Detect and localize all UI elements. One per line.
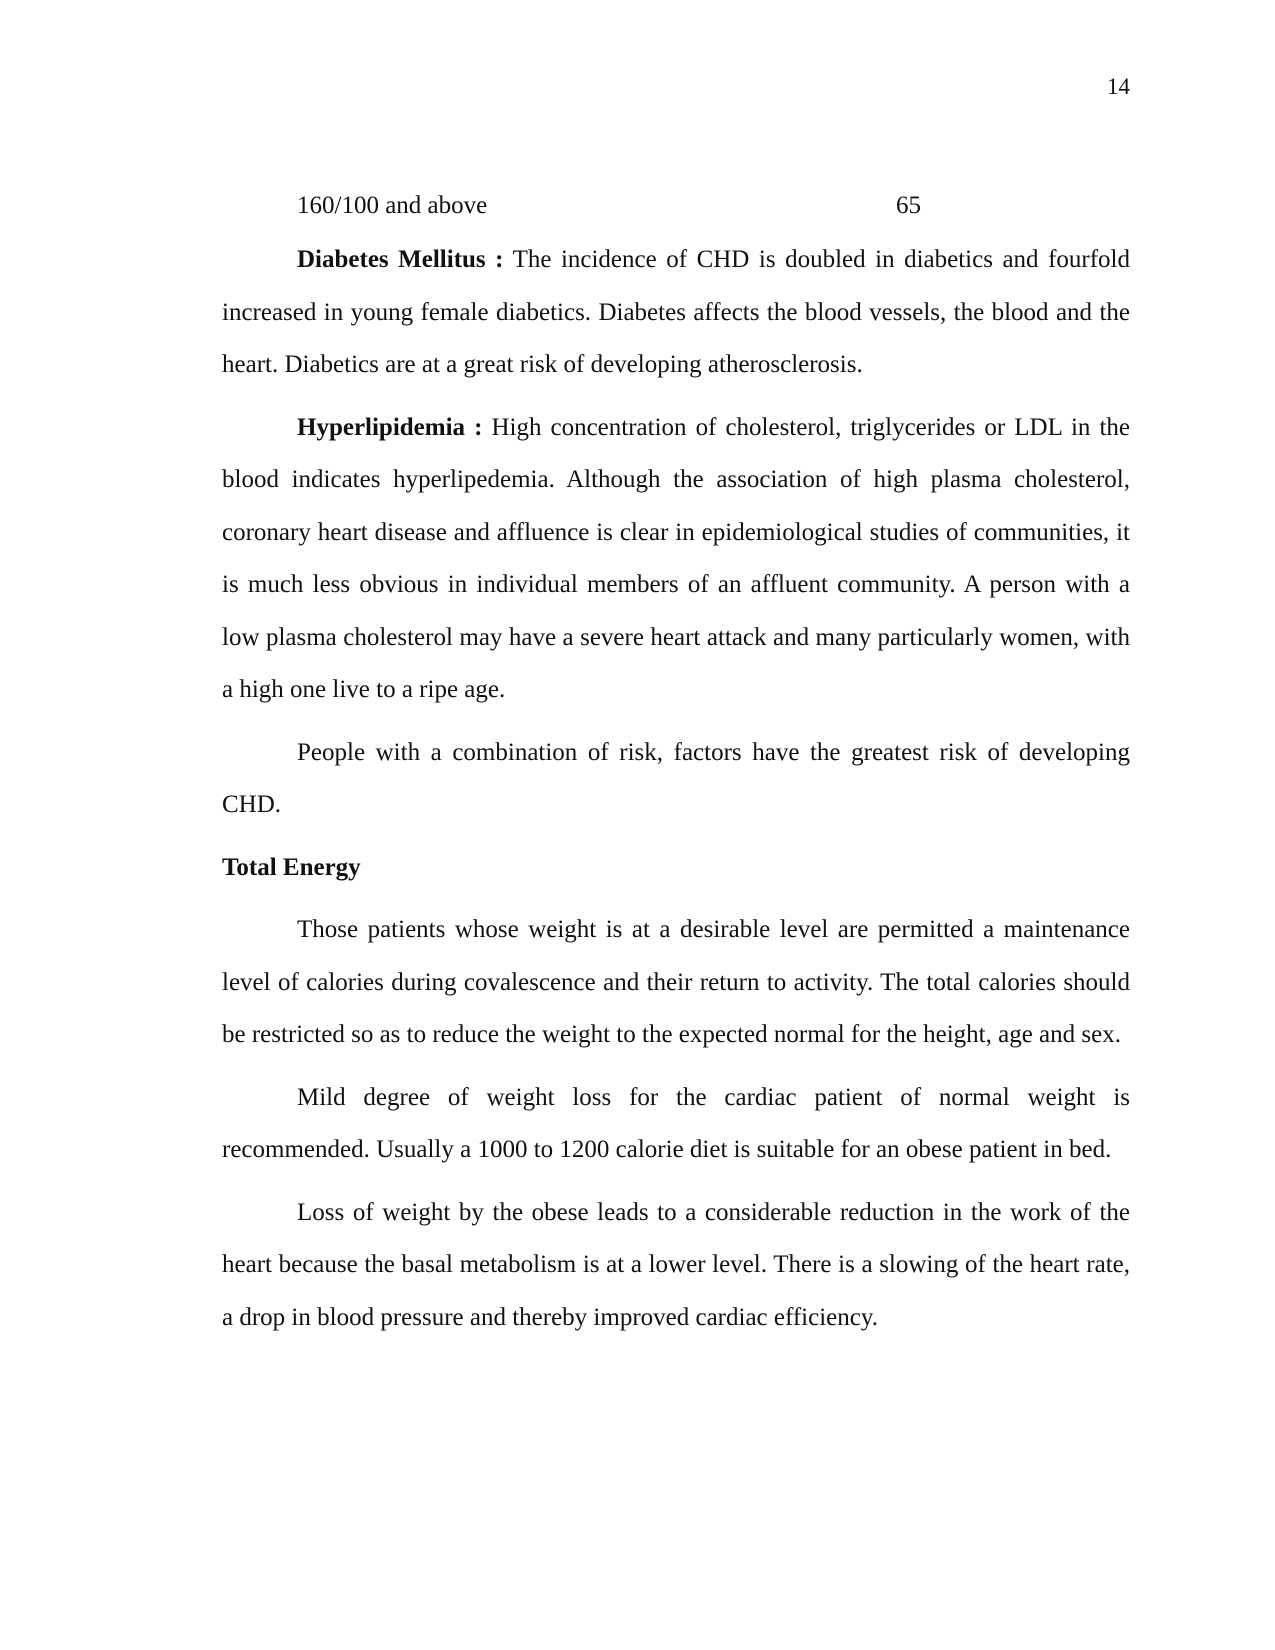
paragraph-combination: People with a combination of risk, factors have the greatest risk of developing CHD. (222, 738, 1130, 818)
bp-range-cell: 160/100 and above (297, 192, 488, 219)
bp-table-row (222, 180, 1130, 234)
diabetes-lead: Diabetes Mellitus : (297, 246, 504, 273)
paragraph-hyperlipidemia (222, 402, 1130, 717)
diabetes-text: The incidence of CHD is doubled in diabetics and fourfold increased in young female diabetics. Diabetes affects the blood vessels, the blood and the heart. Diabetics are at a great risk of developing atherosclerosis. (222, 246, 1130, 378)
page-number: 14 (1107, 74, 1130, 99)
bp-value-cell: 65 (896, 192, 921, 219)
hyperlipidemia-lead: Hyperlipidemia : (297, 413, 483, 441)
document-body (222, 180, 1130, 1354)
paragraph-total-energy-1: Those patients whose weight is at a desirable level are permitted a maintenance level of calories during covalescence and their return to activity. The total calories should be restricted so as to reduce the weight to the expected normal for the height, age and sex. (222, 916, 1130, 1048)
paragraph-diabetes (222, 234, 1130, 392)
paragraph-total-energy-3: Loss of weight by the obese leads to a considerable reduction in the work of the heart because the basal metabolism is at a lower level. There is a slowing of the heart rate, a drop in blood pressure and thereby improved cardiac efficiency. (222, 1198, 1130, 1331)
paragraph-total-energy-2: Mild degree of weight loss for the cardiac patient of normal weight is recommended. Usually a 1000 to 1200 calorie diet is suitable for an obese patient in bed. (222, 1083, 1130, 1163)
section-heading-total-energy: Total Energy (222, 853, 361, 881)
hyperlipidemia-text: High concentration of cholesterol, triglycerides or LDL in the blood indicates hyperlipedemia. Although the association of high plasma cholesterol, coronary heart disease and affluence is clear in epidemiological studies of communities, it is much less obvious in individual members of an affluent community. A person with a low plasma cholesterol may have a severe heart attack and many particularly women, with a high one live to a ripe age. (222, 413, 1130, 703)
